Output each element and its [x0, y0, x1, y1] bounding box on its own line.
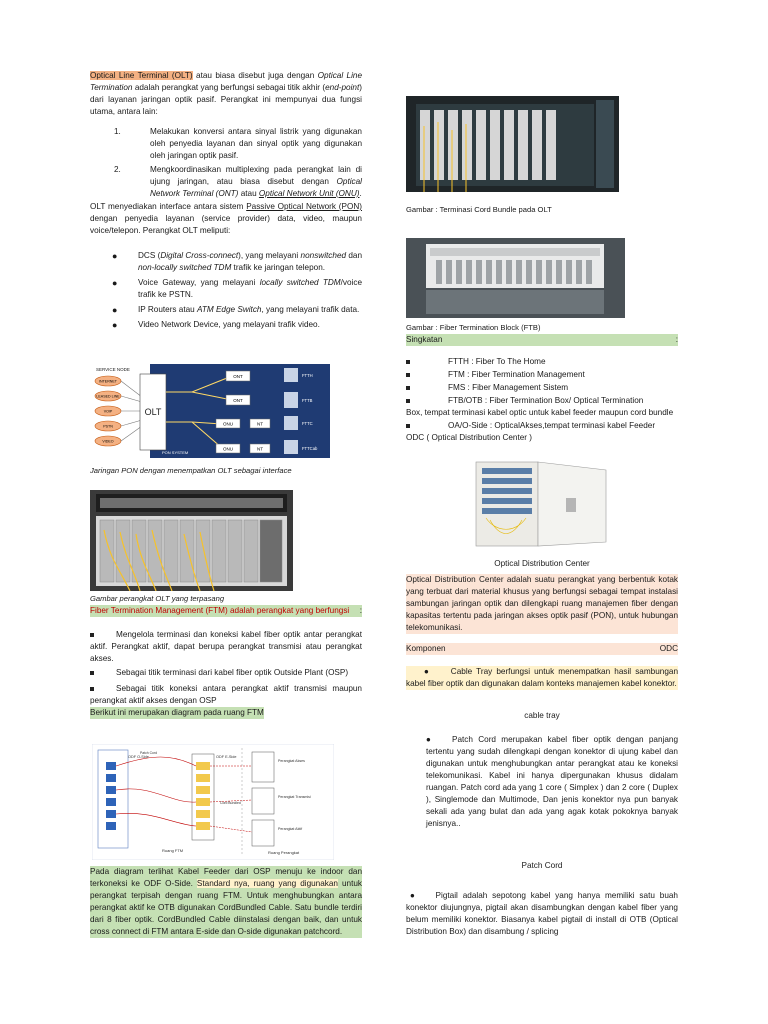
cable-tray-caption: cable tray — [524, 711, 560, 720]
ftth-label: FTTH — [302, 373, 313, 378]
service-node-label: SERVICE NODE — [96, 367, 130, 372]
service-pstn: PSTN — [103, 424, 113, 429]
pon-system-label: PON SYSTEM — [162, 450, 189, 455]
nt-1: NT — [257, 421, 263, 427]
service-voip: VOIP — [103, 409, 113, 414]
function-item-1: 1. Melakukan konversi antara sinyal listrik yang digunakan oleh penyedia layanan dan sinyal optik yang digunakan oleh jaringan optik pasif. — [114, 127, 362, 160]
nt-2: NT — [257, 446, 263, 452]
square-bullet-icon — [406, 360, 410, 364]
device-item-ip-routers: ● IP Routers atau ATM Edge Switch, yang melayani trafik data. — [112, 305, 360, 315]
odc-section — [406, 558, 678, 938]
ftm-definition: Fiber Termination Management (FTM) adalah perangkat yang berfungsi : — [90, 606, 362, 615]
ruang-perangkat-label: Ruang Perangkat — [268, 850, 300, 855]
fttb-label: FTTB — [302, 398, 313, 403]
perangkat-aktif-label: Perangkat Aktif — [278, 827, 303, 831]
square-bullet-icon — [406, 386, 410, 390]
left-column — [90, 70, 362, 331]
odf-eside-label: ODF E-Side — [216, 755, 237, 759]
abbr-ftth: FTTH : Fiber To The Home — [406, 356, 678, 368]
function-item-2: 2. Mengkoordinasikan multiplexing pada perangkat lain di ujung jaringan, atau biasa disebut dengan Optical Network Terminal (ONT) atau Optical Network Unit (ONU). — [114, 165, 362, 198]
ont-1: ONT — [233, 374, 243, 379]
olt-label: OLT — [144, 407, 162, 417]
cabinet-icon — [284, 440, 298, 454]
odc-caption: Optical Distribution Center — [494, 559, 590, 568]
pon-diagram — [92, 362, 338, 460]
olt-photo — [90, 490, 293, 591]
ftm-section — [90, 593, 362, 719]
ftm-item-2: Sebagai titik terminasi dari kabel fiber optik Outside Plant (OSP) — [90, 667, 362, 679]
ftm-item-1: Mengelola terminasi dan koneksi kabel fiber optik antar perangkat aktif. Perangkat aktif, dapat berupa perangkat transmisi atau perangkat akses. — [90, 630, 362, 663]
pon-caption: Jaringan PON dengan menempatkan OLT sebagai interface — [90, 466, 292, 475]
olt-interface-para: OLT menyediakan interface antara sistem Passive Optical Network (PON) dengan penyedia layanan (service provider) data, video, maupun voice/telepon. Perangkat OLT meliputi: — [90, 202, 363, 235]
building-icon — [284, 392, 298, 408]
device-item-voice-gateway: ● Voice Gateway, yang melayani locally switched TDM/voice trafik ke PSTN. — [112, 278, 362, 299]
abbr-ftb: FTB/OTB : Fiber Termination Box/ Optical Termination Box, tempat terminasi kabel optic untuk kabel feeder maupun cord bundle — [406, 396, 674, 417]
abbr-oa: OA/O-Side : OpticalAkses,tempat terminasi kabel Feeder ODC ( Optical Distribution Center ) — [406, 421, 656, 442]
abbr-fms: FMS : Fiber Management Sistem — [406, 382, 678, 394]
square-bullet-icon — [406, 424, 410, 428]
abbr-ftm: FTM : Fiber Termination Management — [406, 369, 678, 381]
singkatan-heading: Singkatan : — [406, 335, 678, 344]
cord-bundle-photo — [406, 96, 619, 192]
cord-bundle-caption: Gambar : Terminasi Cord Bundle pada OLT — [406, 205, 552, 214]
square-bullet-icon — [90, 687, 94, 691]
fttc-label: FTTC — [302, 421, 313, 426]
patch-cord-paragraph: ● Patch Cord merupakan kabel fiber optik dengan panjang tertentu yang sudah dilengkapi dengan konektor di ujung kabel dan digunakan untuk menghubungkan antar perangkat atau ke koneksi telekomunikasi. Kabel ini hanya dipergunakan khusus didalam ruangan. Patch cord ada yang 1 core ( Simplex ) dan 2 core ( Duplex ), Singlemode dan Multimode, Dan jenis konektor nya pun banyak sekali ada yang bulat dan ada yang agak kotak pokoknya banyak jenisnya.. — [426, 735, 678, 828]
odf-oside-label: ODF O-Side — [128, 755, 149, 759]
service-internet: INTERNET — [99, 379, 117, 384]
cord-bundled-label: Cord Bundled — [220, 801, 241, 805]
square-bullet-icon — [406, 399, 410, 403]
onu-1: ONU — [223, 421, 233, 427]
olt-intro: Optical Line Terminal (OLT) atau biasa disebut juga dengan Optical Line Termination adalah perangkat yang berfungsi sebagai titik akhir (end-point) dari layanan jaringan optik pasif. Perangkat ini mempunyai dua fungsi utama, antara lain: — [90, 71, 363, 116]
ruang-ftm-label: Ruang FTM — [162, 848, 184, 853]
pigtail-paragraph: ● Pigtail adalah sepotong kabel yang hanya memiliki satu buah konektor diujungnya, pigtail akan disambungkan dengan kabel fiber yang belum memiliki konektor. Biasanya kabel pigtail di install di OTB (Optical Distribution Box) dan disambung / splicing — [406, 891, 678, 936]
ftm-item-3: Sebagai titik koneksi antara perangkat aktif transmisi maupun perangkat aktif akses dengan OSP — [90, 684, 362, 705]
curb-icon — [284, 416, 298, 430]
square-bullet-icon — [406, 373, 410, 377]
device-item-dcs: ● DCS (Digital Cross-connect), yang melayani nonswitched dan non-locally switched TDM trafik ke jaringan telepon. — [112, 251, 362, 272]
cable-tray-paragraph: ● Cable Tray berfungsi untuk menempatkan hasil sambungan kabel fiber optik dan digunakan dalam konteks manajemen kabel konektor. — [406, 667, 679, 688]
olt-photo-caption: Gambar perangkat OLT yang terpasang — [90, 594, 225, 603]
house-icon — [284, 368, 298, 382]
onu-2: ONU — [223, 446, 233, 452]
ftb-photo — [406, 238, 625, 318]
odc-photo — [466, 458, 618, 550]
singkatan-section — [406, 322, 678, 444]
perangkat-akses-label: Perangkat Akses — [278, 759, 305, 763]
ftb-caption: Gambar : Fiber Termination Block (FTB) — [406, 323, 541, 332]
service-leased-line: LEASED LINE — [96, 394, 120, 399]
device-item-video: ● Video Network Device, yang melayani trafik video. — [112, 320, 320, 330]
square-bullet-icon — [90, 671, 94, 675]
odc-paragraph: Optical Distribution Center adalah suatu perangkat yang berbentuk kotak yang terbuat dari material khusus yang berfungsi sebagai tempat instalasi sambungan jaringan optik dan dilengkapi ruang manajemen fiber dengan kapasitas tertentu pada jaringan akses optik pasif (PON), untuk hubungan telekomunikasi. — [406, 575, 678, 632]
square-bullet-icon — [90, 633, 94, 637]
fttcab-label: FTTCab — [302, 446, 318, 451]
perangkat-transmisi-label: Perangkat Transmisi — [278, 795, 311, 799]
ftm-diagram-intro: Berikut ini merupakan diagram pada ruang FTM — [90, 708, 264, 717]
komponen-odc-heading: Komponen ODC — [406, 644, 678, 653]
patch-cord-caption: Patch Cord — [521, 861, 563, 870]
ftm-diagram-paragraph: Pada diagram terlihat Kabel Feeder dari OSP menuju ke indoor dan terkoneksi ke ODF O-Side. Standard nya, ruang yang digunakan untuk perangkat terpisah dengan ruang FTM. Untuk menghubungkan antara perangkat aktif ke OTB digunakan CordBundled Cable. Satu bundle terdiri dari 8 fiber optik. CordBundled Cable diinstalasi dengan baik, dan untuk cross connect di FTM antara E-side dan O-side digunakan patchcord. — [90, 867, 362, 936]
ftm-diagram — [92, 744, 334, 860]
service-video: VIDEO — [102, 439, 114, 444]
ont-2: ONT — [233, 398, 243, 403]
patch-cord-label: Patch Cord — [140, 751, 157, 755]
